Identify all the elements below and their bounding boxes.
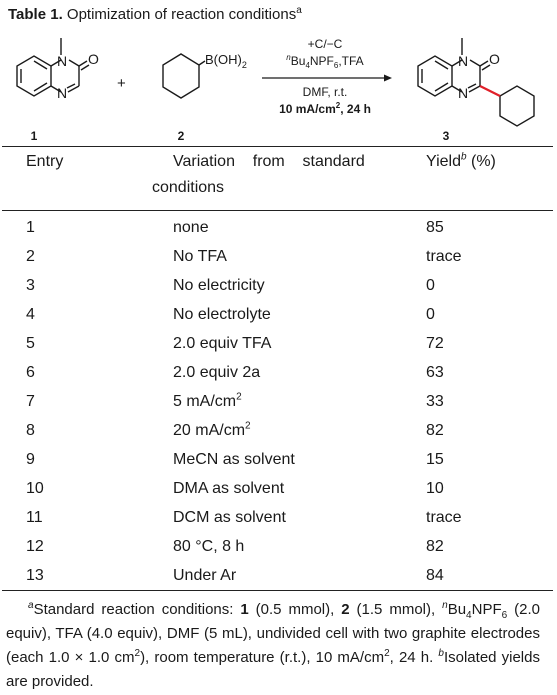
- header-variation-line1: Variation from standard: [173, 153, 365, 170]
- header-yield-footnote-mark: b: [460, 151, 467, 163]
- table-bottom-rule: [2, 590, 553, 591]
- product-number: 3: [442, 129, 450, 143]
- product-oxygen: O: [489, 51, 500, 67]
- table-row: 11 DCM as solvent trace: [26, 509, 462, 526]
- condition-electrolyte: $^nBu_4NPF_6,TFA$: [286, 53, 364, 70]
- reagent-2-number: 2: [177, 129, 185, 143]
- plus-sign: +: [117, 75, 126, 92]
- table-caption: [8, 6, 302, 24]
- product-3-structure: [418, 38, 534, 126]
- table-top-rule: [2, 146, 553, 147]
- reagent-1-n-ring: N: [57, 85, 68, 101]
- reaction-arrow-head: [384, 75, 392, 82]
- table-row: 3 No electricity 0: [26, 277, 435, 294]
- caption-text: Optimization of reaction conditions: [62, 6, 297, 23]
- caption-label: Table 1.: [8, 6, 63, 23]
- reagent-1-oxygen: O: [88, 51, 99, 67]
- product-n-methyl: N: [458, 53, 469, 69]
- table-footnote: $^a$Standard reaction conditions: 1 (0.5 mmol), 2 (1.5 mmol), $^nBu_4NPF_6$ (2.0 equiv), TFA (4.0 equiv), DMF (5 mL), undivided cell with two graphite electrodes (each 1.0 × 1.0 $cm^2$), room temperature (r.t.), 10 $mA/cm^2$, 24 h. $^b$Isolated yields are provided.: [6, 600, 540, 690]
- condition-solvent: DMF, r.t.: [302, 85, 348, 99]
- table-row: 6 2.0 equiv 2a 63: [26, 364, 444, 381]
- table-row: 1 none 85: [26, 219, 444, 236]
- reaction-scheme: [0, 24, 557, 146]
- condition-electrodes: +C/−C: [307, 37, 343, 51]
- product-n-ring: N: [458, 85, 469, 101]
- reagent-1-n-methyl: N: [57, 53, 68, 69]
- table-row: 2 No TFA trace: [26, 248, 462, 265]
- table-row: 5 2.0 equiv TFA 72: [26, 335, 444, 352]
- caption-footnote-mark: a: [296, 5, 302, 16]
- table-row: 8 20 $mA/cm^2$ 82: [26, 420, 444, 439]
- table-row: 12 80 °C, 8 h 82: [26, 538, 444, 555]
- table-row: 13 Under Ar 84: [26, 567, 444, 584]
- header-entry: Entry: [26, 153, 64, 170]
- table-row: 7 5 $mA/cm^2$ 33: [26, 391, 444, 410]
- table-row: 9 MeCN as solvent 15: [26, 451, 444, 468]
- reagent-1-structure: [17, 38, 89, 96]
- new-c-c-bond: [480, 86, 500, 96]
- header-variation-line2: conditions: [152, 179, 225, 196]
- boronic-acid-label: $B(OH)_2$: [205, 52, 247, 70]
- table-row: 4 No electrolyte 0: [26, 306, 435, 323]
- footnote-mark-b: b: [438, 648, 444, 659]
- footnote-mark-a: a: [28, 600, 34, 611]
- header-yield: Yield$^b$ (%): [426, 151, 496, 170]
- table-row: 10 DMA as solvent 10: [26, 480, 444, 497]
- condition-current: 10 $mA/cm^2$, 24 h: [279, 101, 371, 116]
- table-header-rule: [2, 210, 553, 211]
- reagent-1-number: 1: [30, 129, 38, 143]
- reagent-2-cyclohexane: [163, 54, 199, 98]
